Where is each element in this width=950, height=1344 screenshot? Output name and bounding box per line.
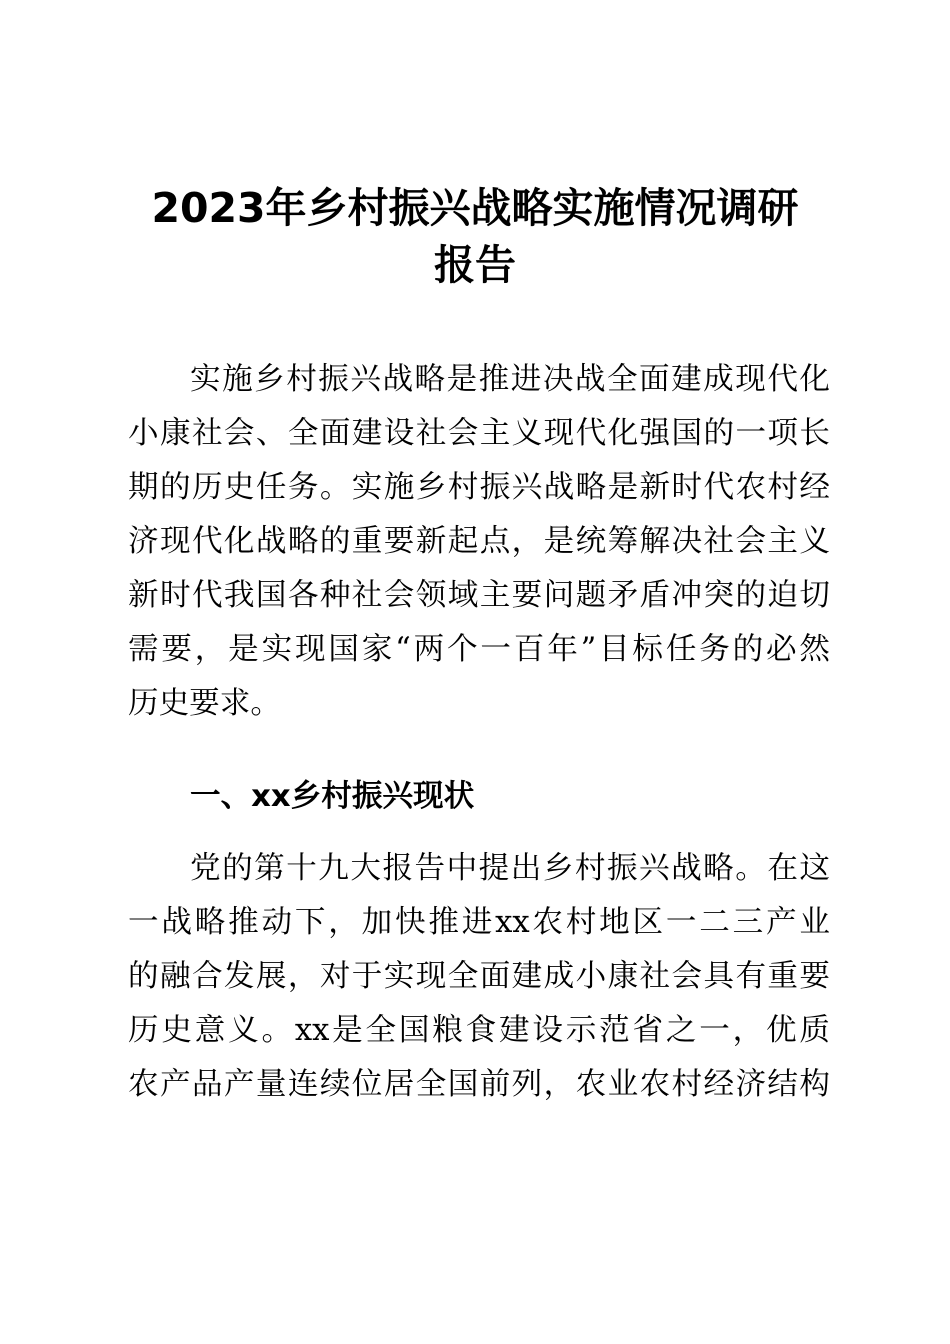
section-1-paragraph-line: 农产品产量连续位居全国前列，农业农村经济结构 (128, 1067, 830, 1102)
intro-paragraph-line: 期的历史任务。实施乡村振兴战略是新时代农村经 (128, 470, 830, 505)
document-title-line-2: 报告 (434, 241, 516, 289)
section-1-paragraph-line: 一战略推动下，加快推进xx农村地区一二三产业 (128, 905, 830, 940)
section-1-paragraph-line: 的融合发展，对于实现全面建成小康社会具有重要 (128, 959, 830, 994)
intro-paragraph-line: 历史要求。 (128, 686, 281, 721)
intro-paragraph-line: 需要，是实现国家“两个一百年”目标任务的必然 (128, 632, 830, 667)
intro-paragraph-line: 济现代化战略的重要新起点，是统筹解决社会主义 (128, 524, 830, 559)
intro-paragraph-line: 小康社会、全面建设社会主义现代化强国的一项长 (128, 416, 830, 451)
section-1-paragraph-line: 历史意义。xx是全国粮食建设示范省之一，优质 (128, 1013, 830, 1048)
section-1-paragraph-line: 党的第十九大报告中提出乡村振兴战略。在这 (190, 851, 830, 886)
section-1-heading: 一、xx乡村振兴现状 (190, 779, 475, 814)
document-title-line-1: 2023年乡村振兴战略实施情况调研 (151, 184, 799, 232)
intro-paragraph-line: 实施乡村振兴战略是推进决战全面建成现代化 (190, 362, 830, 397)
intro-paragraph-line: 新时代我国各种社会领域主要问题矛盾冲突的迫切 (128, 578, 830, 613)
